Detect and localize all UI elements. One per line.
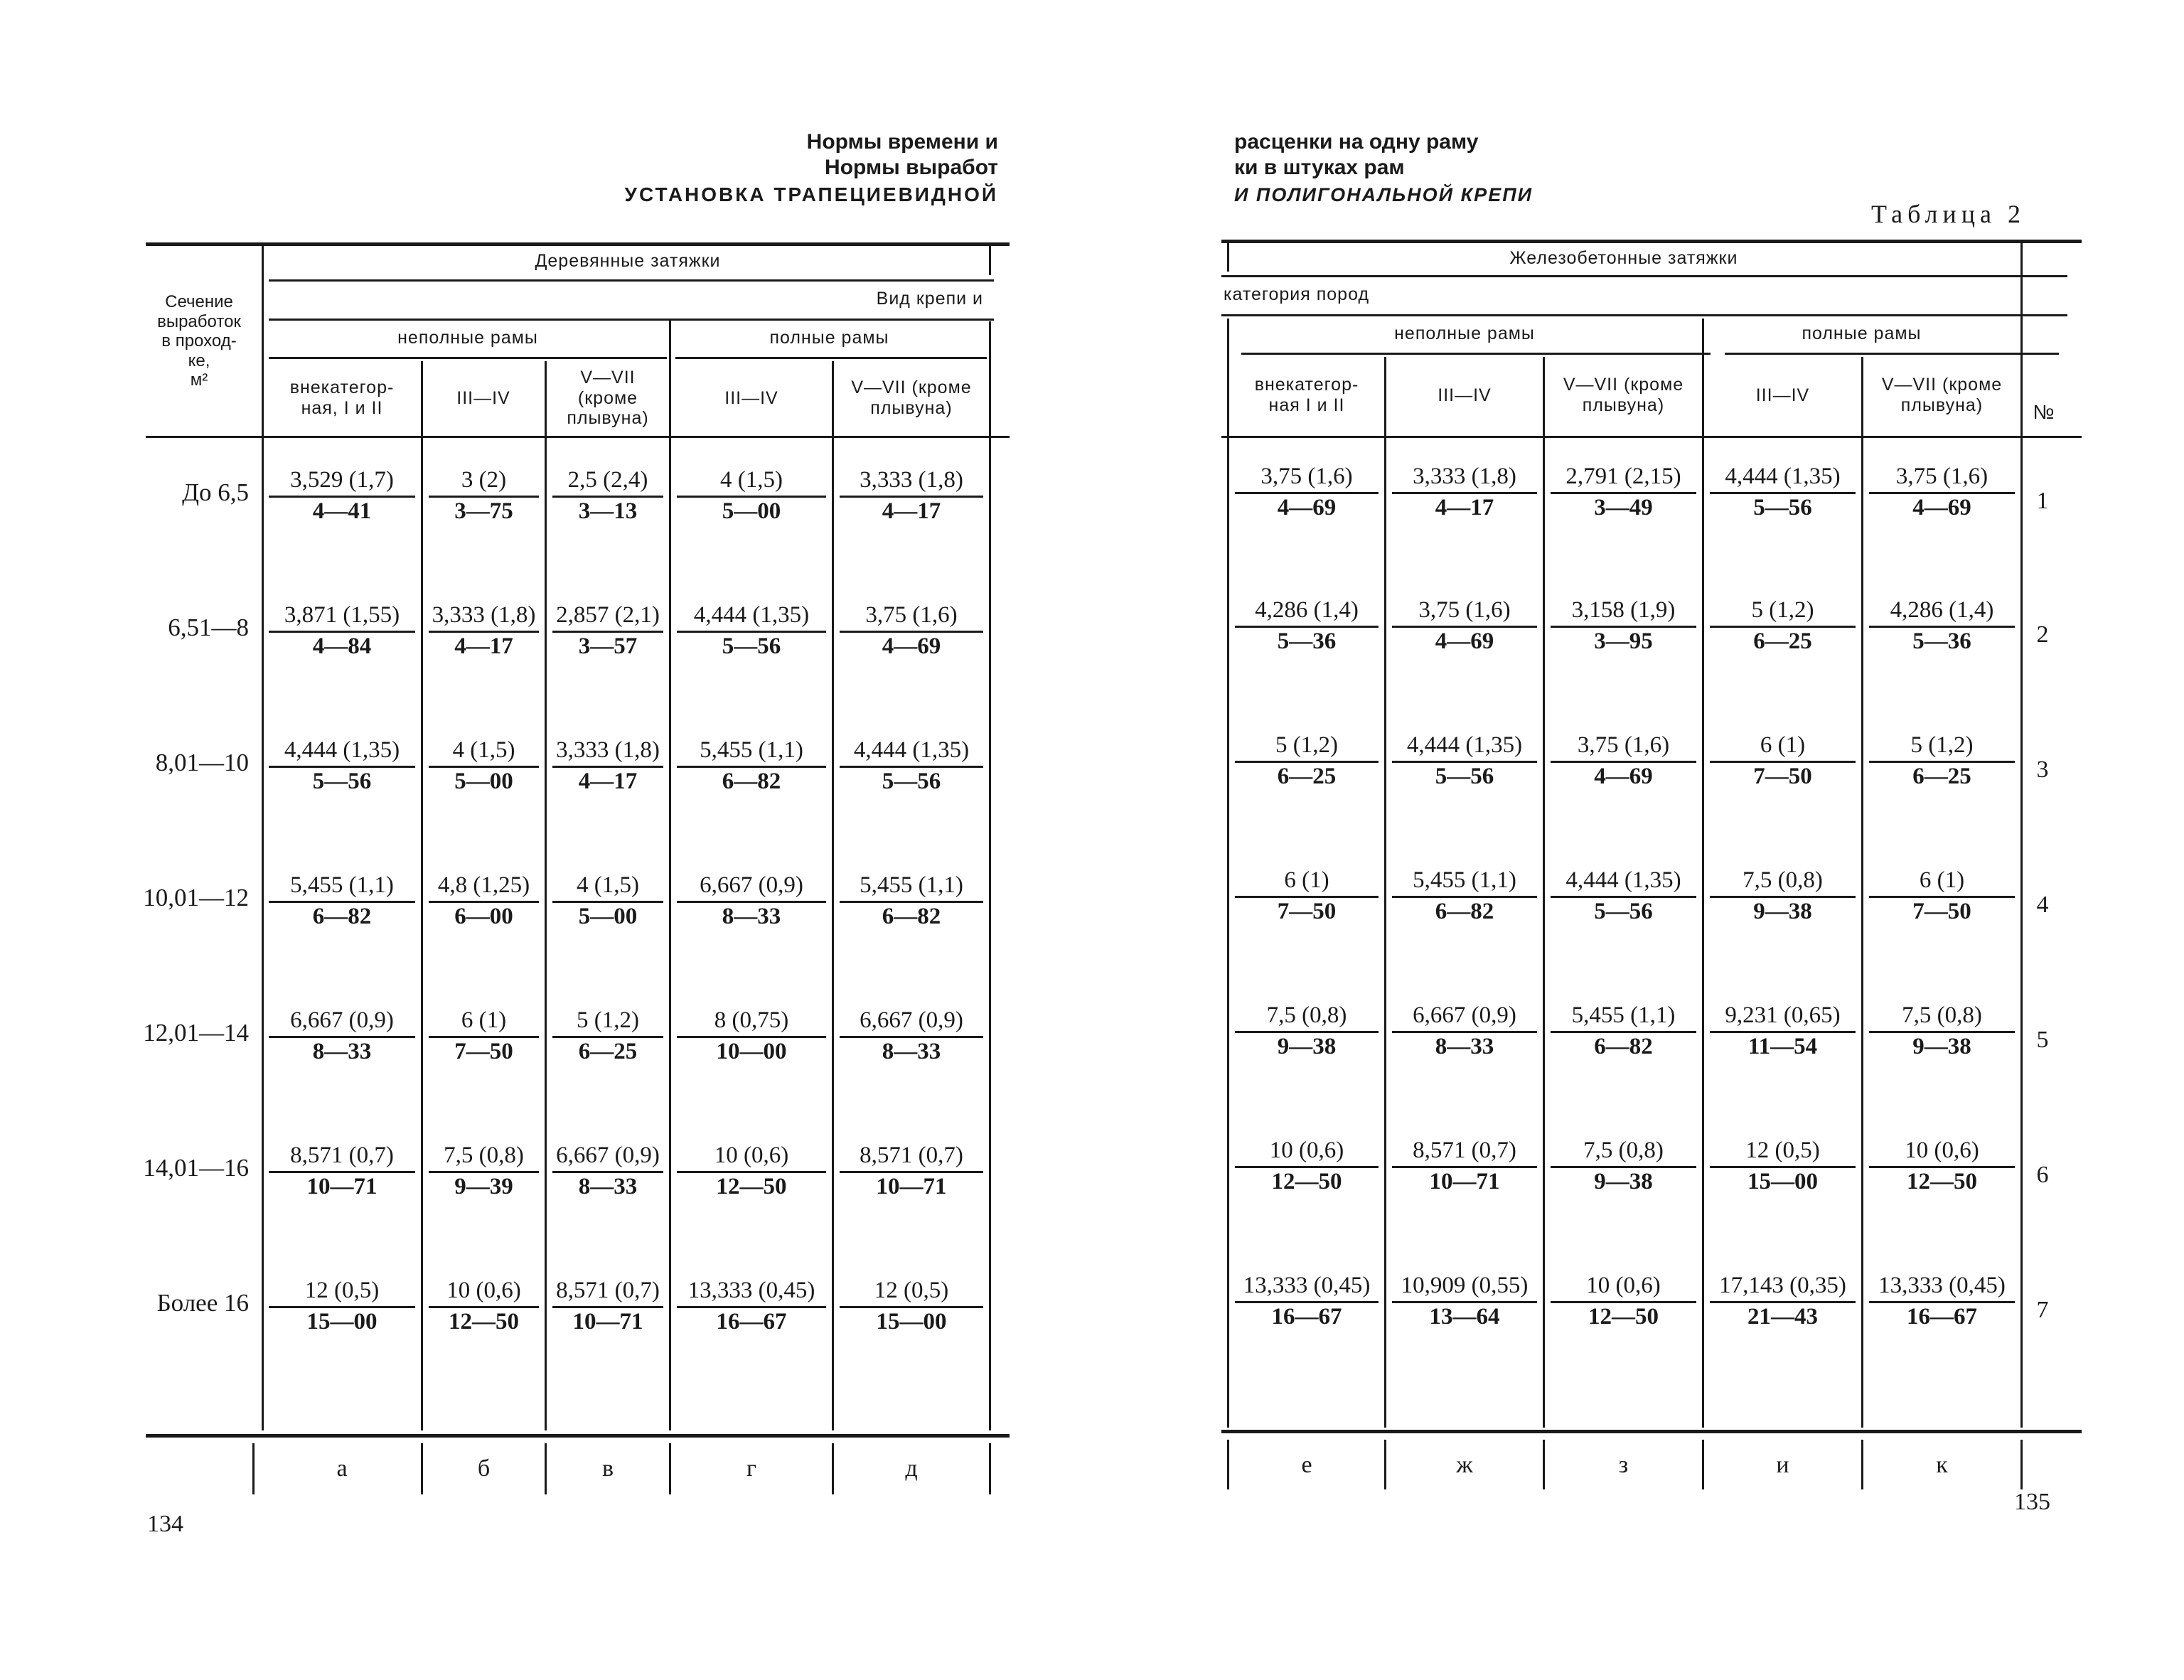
table-cell (834, 466, 989, 525)
table-cell (834, 601, 989, 660)
time-norm: 6,667 (0,9) (700, 872, 803, 898)
column-letter: а (336, 1455, 348, 1482)
right-page (1092, 0, 2184, 1680)
table-cell (1704, 462, 1861, 521)
subheader-underline (269, 319, 994, 321)
group-header: Железобетонные затяжки (1509, 247, 1738, 268)
table-cell (671, 601, 832, 660)
title-line-2: ки в штуках рам (1234, 156, 1405, 179)
rate-value: 11—54 (1710, 1031, 1856, 1060)
table-cell (423, 601, 545, 660)
rate-value: 3—75 (429, 496, 539, 525)
column-letter: ж (1456, 1452, 1473, 1478)
table-cell (1386, 596, 1543, 655)
table-cell (671, 466, 832, 525)
time-norm: 8,571 (0,7) (290, 1143, 394, 1168)
time-norm: 2,791 (2,15) (1565, 464, 1681, 489)
rate-value: 6—82 (677, 766, 826, 795)
rate-value: 10—71 (552, 1306, 663, 1335)
rate-value: 10—00 (677, 1036, 826, 1065)
rate-value: 5—56 (1710, 492, 1856, 521)
rate-value: 9—38 (1710, 896, 1856, 925)
column-header-b: III—IV (456, 387, 510, 408)
subgroup-incomplete: неполные рамы (397, 327, 538, 348)
rate-value: 9—38 (1869, 1031, 2015, 1060)
table-cell (1386, 1136, 1543, 1195)
row-label: 14,01—16 (143, 1154, 249, 1182)
rate-value: 15—00 (269, 1306, 415, 1335)
time-norm: 4,444 (1,35) (1725, 464, 1841, 489)
table-cell (671, 1276, 832, 1335)
table-cell (1386, 866, 1543, 925)
page-number: 134 (147, 1511, 183, 1537)
rate-value: 13—64 (1392, 1301, 1537, 1330)
rate-value: 7—50 (429, 1036, 539, 1065)
table-cell (1863, 731, 2020, 790)
table-cell (1386, 1271, 1543, 1330)
table-cell (263, 871, 421, 930)
time-norm: 6 (1) (461, 1007, 507, 1033)
time-norm: 3,75 (1,6) (1895, 464, 1988, 489)
rate-value: 5—00 (552, 901, 663, 930)
time-norm: 8 (0,75) (714, 1007, 789, 1033)
time-norm: 5 (1,2) (577, 1007, 639, 1033)
time-norm: 10 (0,6) (1586, 1273, 1661, 1298)
table-cell (547, 871, 669, 930)
table-cell (671, 1006, 832, 1065)
header-bottom-rule (146, 436, 1010, 438)
rate-value: 8—33 (269, 1036, 415, 1065)
time-norm: 6,667 (0,9) (290, 1007, 394, 1033)
rate-value: 4—69 (1235, 492, 1379, 521)
time-norm: 5,455 (1,1) (290, 872, 394, 898)
rate-value: 6—25 (552, 1036, 663, 1065)
rate-value: 9—39 (429, 1171, 539, 1200)
table-cell (423, 466, 545, 525)
rate-value: 4—17 (429, 631, 539, 660)
time-norm: 4,444 (1,35) (693, 602, 810, 628)
row-label: 12,01—14 (143, 1019, 249, 1047)
table-cell (1229, 1136, 1384, 1195)
time-norm: 9,231 (0,65) (1725, 1002, 1841, 1028)
title-line-2: Нормы выработ (825, 156, 998, 179)
stub-header: Сечение выработок в проход- ке, м² (157, 292, 241, 390)
table-cell (1545, 462, 1702, 521)
rate-value: 6—82 (1551, 1031, 1696, 1060)
rate-value: 4—17 (1392, 492, 1537, 521)
rate-value: 5—56 (1551, 896, 1696, 925)
column-header-d: V—VII (кроме плывуна) (851, 378, 972, 418)
group-underline (269, 279, 994, 282)
group-underline (1221, 275, 2067, 277)
letter-tick (2020, 1440, 2023, 1489)
subgroup-complete: полные рамы (769, 327, 889, 348)
time-norm: 5,455 (1,1) (860, 872, 963, 898)
subgroup-complete: полные рамы (1802, 323, 1922, 343)
column-letter: з (1618, 1452, 1629, 1478)
table-cell (1229, 1271, 1384, 1330)
page-number: 135 (2014, 1489, 2050, 1515)
time-norm: 4 (1,5) (577, 872, 639, 898)
time-norm: 10 (0,6) (446, 1278, 521, 1303)
table-cell (547, 1141, 669, 1200)
rate-value: 12—50 (1869, 1166, 2015, 1195)
column-header-e: внекатегор- ная I и II (1254, 375, 1359, 415)
table-cell (547, 1276, 669, 1335)
time-norm: 6 (1) (1760, 732, 1806, 758)
rate-value: 16—67 (677, 1306, 826, 1335)
rate-value: 6—00 (429, 901, 539, 930)
rate-value: 3—13 (552, 496, 663, 525)
column-letter: е (1301, 1452, 1312, 1478)
time-norm: 3,75 (1,6) (1418, 597, 1511, 623)
time-norm: 6 (1) (1284, 867, 1329, 893)
time-norm: 4,286 (1,4) (1890, 597, 1994, 623)
rate-value: 15—00 (840, 1306, 983, 1335)
time-norm: 6,667 (0,9) (1413, 1002, 1516, 1028)
time-norm: 8,571 (0,7) (860, 1143, 963, 1168)
time-norm: 6,667 (0,9) (556, 1143, 660, 1168)
title-line-3: И ПОЛИГОНАЛЬНОЙ КРЕПИ (1234, 184, 1533, 205)
time-norm: 6,667 (0,9) (860, 1007, 963, 1033)
table-cell (1545, 866, 1702, 925)
table-cell (1229, 462, 1384, 521)
header-bottom-rule (1221, 436, 2082, 438)
time-norm: 13,333 (0,45) (1243, 1273, 1371, 1298)
table-cell (423, 736, 545, 795)
row-label: 6,51—8 (168, 614, 249, 641)
rate-value: 7—50 (1869, 896, 2015, 925)
table-cell (1704, 1001, 1861, 1060)
time-norm: 13,333 (0,45) (687, 1278, 815, 1303)
time-norm: 4 (1,5) (720, 467, 783, 493)
rate-value: 10—71 (1392, 1166, 1537, 1195)
time-norm: 4 (1,5) (452, 737, 515, 763)
table-cell (1863, 1001, 2020, 1060)
table-cell (423, 1006, 545, 1065)
time-norm: 4,444 (1,35) (1406, 732, 1523, 758)
time-norm: 10 (0,6) (1269, 1138, 1344, 1163)
row-number: 6 (2036, 1162, 2049, 1188)
rate-value: 6—25 (1869, 761, 2015, 790)
table-cell (263, 1006, 421, 1065)
time-norm: 4,286 (1,4) (1255, 597, 1359, 623)
table-cell (1229, 731, 1384, 790)
time-norm: 12 (0,5) (874, 1278, 949, 1303)
column-header-zh: III—IV (1438, 385, 1492, 405)
row-label: 8,01—10 (155, 749, 249, 776)
rate-value: 21—43 (1710, 1301, 1856, 1330)
rate-value: 5—36 (1869, 626, 2015, 655)
subheader: Вид крепи и (876, 289, 983, 309)
title-line-3: УСТАНОВКА ТРАПЕЦИЕВИДНОЙ (624, 183, 998, 205)
time-norm: 2,857 (2,1) (556, 602, 660, 628)
table-cell (263, 601, 421, 660)
table-cell (1863, 1271, 2020, 1330)
table-cell (1545, 596, 1702, 655)
rate-value: 3—57 (552, 631, 663, 660)
column-letter: и (1776, 1452, 1789, 1478)
rate-value: 5—56 (840, 766, 983, 795)
rate-value: 3—95 (1551, 626, 1696, 655)
time-norm: 7,5 (0,8) (444, 1143, 524, 1168)
time-norm: 3,333 (1,8) (860, 467, 963, 493)
table-cell (547, 736, 669, 795)
rate-value: 12—50 (677, 1171, 826, 1200)
table-cell (1704, 731, 1861, 790)
table-cell (834, 736, 989, 795)
time-norm: 3,158 (1,9) (1571, 597, 1676, 623)
time-norm: 10,909 (0,55) (1401, 1273, 1529, 1298)
row-number: 2 (2036, 621, 2049, 648)
letter-tick (252, 1443, 255, 1494)
title-line-1: расценки на одну раму (1234, 130, 1479, 154)
rate-value: 5—00 (429, 766, 539, 795)
table-cell (263, 1141, 421, 1200)
rate-value: 12—50 (429, 1306, 539, 1335)
subgroup-incomplete: неполные рамы (1394, 323, 1535, 343)
table-bottom-rule (146, 1434, 1010, 1438)
subheader: категория пород (1224, 284, 1370, 305)
time-norm: 7,5 (0,8) (1902, 1002, 1982, 1028)
table-cell (547, 1006, 669, 1065)
rate-value: 8—33 (1392, 1031, 1537, 1060)
rate-value: 5—56 (677, 631, 826, 660)
time-norm: 7,5 (0,8) (1583, 1138, 1664, 1163)
time-norm: 3,333 (1,8) (432, 602, 536, 628)
column-letter: в (601, 1455, 614, 1482)
rate-value: 5—56 (269, 766, 415, 795)
rate-value: 5—00 (677, 496, 826, 525)
time-norm: 17,143 (0,35) (1719, 1273, 1846, 1298)
table-cell (834, 1141, 989, 1200)
rate-value: 5—36 (1235, 626, 1379, 655)
table-cell (1863, 1136, 2020, 1195)
time-norm: 10 (0,6) (714, 1143, 789, 1168)
letter-tick (989, 1443, 991, 1494)
time-norm: 2,5 (2,4) (567, 467, 648, 493)
time-norm: 4,444 (1,35) (1565, 867, 1681, 893)
table-cell (834, 871, 989, 930)
rate-value: 3—49 (1551, 492, 1696, 521)
rate-value: 6—25 (1710, 626, 1856, 655)
rate-value: 10—71 (269, 1171, 415, 1200)
rate-value: 7—50 (1235, 896, 1379, 925)
table-cell (671, 736, 832, 795)
rate-value: 8—33 (552, 1171, 663, 1200)
row-number: 7 (2036, 1297, 2049, 1323)
rate-value: 9—38 (1235, 1031, 1379, 1060)
number-header: № (2033, 400, 2055, 423)
time-norm: 5 (1,2) (1275, 732, 1338, 758)
time-norm: 5,455 (1,1) (1571, 1002, 1676, 1028)
row-label: 10,01—12 (143, 884, 249, 911)
group-header: Деревянные затяжки (535, 251, 721, 272)
column-header-v: V—VII (кроме плывуна) (567, 367, 649, 429)
time-norm: 5 (1,2) (1910, 732, 1974, 758)
table-cell (1545, 1001, 1702, 1060)
right-edge-header (989, 245, 991, 275)
rate-value: 8—33 (677, 901, 826, 930)
time-norm: 5,455 (1,1) (700, 737, 803, 763)
table-cell (1863, 462, 2020, 521)
subgroup-underline-incomplete (269, 357, 667, 359)
rate-value: 6—82 (269, 901, 415, 930)
title-line-1: Нормы времени и (806, 130, 998, 154)
time-norm: 3,529 (1,7) (290, 467, 394, 493)
row-number: 4 (2036, 892, 2049, 918)
time-norm: 13,333 (0,45) (1878, 1273, 2006, 1298)
table-cell (1386, 462, 1543, 521)
rate-value: 12—50 (1551, 1301, 1696, 1330)
subgroup-underline-complete (1725, 353, 2059, 355)
time-norm: 3,75 (1,6) (1577, 732, 1670, 758)
table-cell (1704, 1271, 1861, 1330)
table-cell (1704, 1136, 1861, 1195)
table-cell (1704, 596, 1861, 655)
time-norm: 5,455 (1,1) (1413, 867, 1516, 893)
time-norm: 3 (2) (461, 467, 507, 493)
time-norm: 3,333 (1,8) (556, 737, 660, 763)
table-cell (423, 1276, 545, 1335)
time-norm: 7,5 (0,8) (1266, 1002, 1347, 1028)
time-norm: 12 (0,5) (1745, 1138, 1820, 1163)
time-norm: 7,5 (0,8) (1743, 867, 1823, 893)
table-cell (1229, 596, 1384, 655)
time-norm: 6 (1) (1919, 867, 1965, 893)
column-letter: к (1936, 1452, 1948, 1478)
table-cell (547, 601, 669, 660)
row-label: До 6,5 (182, 478, 249, 506)
rate-value: 9—38 (1551, 1166, 1696, 1195)
time-norm: 4,444 (1,35) (853, 737, 970, 763)
column-header-g: III—IV (724, 387, 778, 408)
table-cell (263, 1276, 421, 1335)
table-cell (1863, 866, 2020, 925)
column-header-i: III—IV (1755, 385, 1810, 405)
table-cell (834, 1006, 989, 1065)
column-letter: г (746, 1455, 756, 1482)
time-norm: 12 (0,5) (304, 1278, 380, 1303)
subheader-underline (1221, 314, 2067, 316)
rate-value: 8—33 (840, 1036, 983, 1065)
table-cell (423, 1141, 545, 1200)
table-cell (1545, 1271, 1702, 1330)
row-number: 5 (2036, 1027, 2049, 1053)
table-cell (1863, 596, 2020, 655)
column-header-z: V—VII (кроме плывуна) (1563, 375, 1684, 415)
rate-value: 4—69 (1392, 626, 1537, 655)
table-cell (1386, 1001, 1543, 1060)
subgroup-underline-incomplete (1241, 353, 1711, 355)
rate-value: 16—67 (1235, 1301, 1379, 1330)
rate-value: 4—17 (552, 766, 663, 795)
rate-value: 4—69 (840, 631, 983, 660)
rate-value: 4—41 (269, 496, 415, 525)
rate-value: 6—25 (1235, 761, 1379, 790)
rate-value: 4—84 (269, 631, 415, 660)
rate-value: 12—50 (1235, 1166, 1379, 1195)
rate-value: 10—71 (840, 1171, 983, 1200)
rate-value: 15—00 (1710, 1166, 1856, 1195)
row-label: Более 16 (156, 1289, 249, 1317)
time-norm: 3,333 (1,8) (1413, 464, 1516, 489)
row-number: 1 (2036, 488, 2049, 514)
right-edge-body (989, 321, 991, 1430)
table-cell (671, 871, 832, 930)
table-cell (547, 466, 669, 525)
rate-value: 4—17 (840, 496, 983, 525)
table-cell (1386, 731, 1543, 790)
column-letter: б (477, 1455, 491, 1482)
time-norm: 5 (1,2) (1751, 597, 1814, 623)
table-cell (1545, 1136, 1702, 1195)
table-cell (423, 871, 545, 930)
table-label: Таблица 2 (1871, 200, 2025, 228)
table-cell (1545, 731, 1702, 790)
column-letter: д (905, 1455, 918, 1482)
rate-value: 4—69 (1551, 761, 1696, 790)
rate-value: 7—50 (1710, 761, 1856, 790)
time-norm: 4,8 (1,25) (437, 872, 530, 898)
rate-value: 5—56 (1392, 761, 1537, 790)
time-norm: 10 (0,6) (1905, 1138, 1979, 1163)
rate-value: 16—67 (1869, 1301, 2015, 1330)
time-norm: 3,75 (1,6) (865, 602, 958, 628)
time-norm: 3,871 (1,55) (284, 602, 400, 628)
rate-value: 6—82 (840, 901, 983, 930)
table-cell (1704, 866, 1861, 925)
rate-value: 6—82 (1392, 896, 1537, 925)
table-bottom-rule (1221, 1430, 2082, 1433)
table-cell (834, 1276, 989, 1335)
table-cell (1229, 1001, 1384, 1060)
time-norm: 3,75 (1,6) (1260, 464, 1353, 489)
time-norm: 8,571 (0,7) (1413, 1138, 1516, 1163)
column-header-k: V—VII (кроме плывуна) (1881, 375, 2003, 415)
row-number: 3 (2036, 756, 2049, 783)
table-cell (671, 1141, 832, 1200)
table-cell (263, 736, 421, 795)
table-cell (1229, 866, 1384, 925)
rate-value: 4—69 (1869, 492, 2015, 521)
column-header-a: внекатегор- ная, I и II (289, 378, 395, 418)
table-cell (263, 466, 421, 525)
subgroup-underline-complete (675, 357, 987, 359)
time-norm: 8,571 (0,7) (556, 1278, 660, 1303)
time-norm: 4,444 (1,35) (284, 737, 400, 763)
